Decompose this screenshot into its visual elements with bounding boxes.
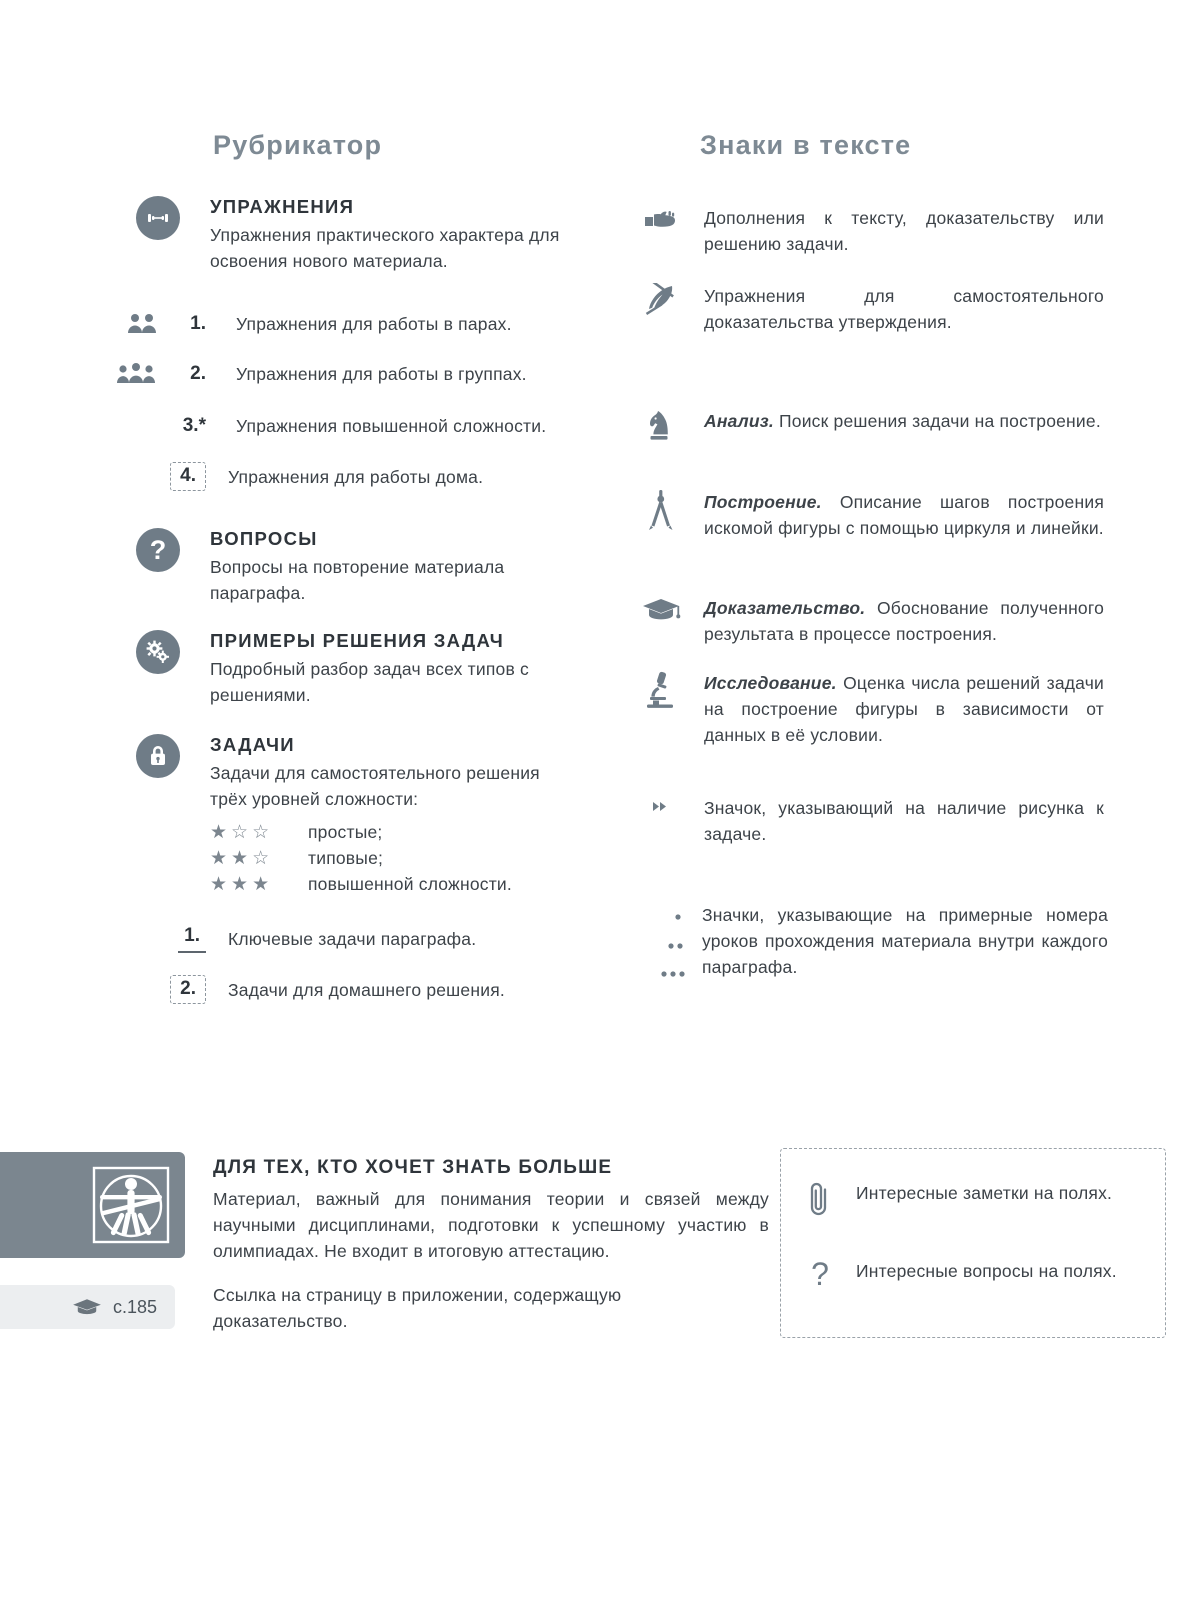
term-label: Построение. [704, 492, 822, 512]
dots-icon [630, 902, 686, 984]
item-heading: ВОПРОСЫ [210, 528, 318, 549]
reference-text: Ссылка на страницу в приложении, содержащую доказательство. [213, 1285, 622, 1331]
term-label: Доказательство. [704, 598, 866, 618]
item-marker: 2. [180, 978, 196, 999]
item-heading: ПРИМЕРЫ РЕШЕНИЯ ЗАДАЧ [210, 630, 505, 651]
rubricator-item-groups [112, 361, 562, 387]
item-text [704, 670, 1104, 748]
rubricator-item-key-tasks [112, 925, 562, 953]
reference-chip[interactable] [0, 1285, 175, 1329]
term-label: Анализ. [704, 411, 774, 431]
item-text [704, 408, 1104, 434]
quill-pen-icon [636, 283, 686, 317]
lock-icon [135, 734, 181, 778]
more-section-heading: ДЛЯ ТЕХ, КТО ХОЧЕТ ЗНАТЬ БОЛЬШЕ [213, 1157, 613, 1178]
signs-heading: Знаки в тексте [700, 130, 912, 160]
chess-knight-icon [636, 408, 686, 444]
compass-icon [636, 489, 686, 531]
rubricator-item-home-tasks [112, 975, 562, 1004]
item-heading: ЗАДАЧИ [210, 734, 295, 755]
rubricator-item-pairs [122, 311, 562, 337]
margin-notes-box [780, 1148, 1166, 1338]
item-text: Интересные вопросы на полях. [856, 1261, 1117, 1281]
item-text: Подробный разбор задач всех типов с решениями. [210, 659, 529, 705]
item-text: Упражнения практического характера для освоения нового материала. [210, 225, 560, 271]
pointing-hand-icon [636, 205, 686, 237]
item-marker: 4. [180, 465, 196, 486]
item-heading: УПРАЖНЕНИЯ [210, 196, 355, 217]
difficulty-level-row [210, 845, 565, 871]
sign-item-proof [636, 595, 1106, 647]
question-mark-icon: ? [135, 528, 181, 572]
item-marker: 2. [190, 363, 206, 384]
term-label: Исследование. [704, 673, 837, 693]
item-text: Дополнения к тексту, доказательству или решению задачи. [704, 208, 1104, 254]
rubricator-item-examples [135, 630, 565, 708]
term-description: Обоснование полученного результата в процессе построения. [704, 598, 1104, 644]
item-text: Ключевые задачи параграфа. [228, 929, 477, 949]
level-label: типовые; [308, 848, 384, 868]
difficulty-level-row [210, 819, 565, 845]
item-marker: 1. [184, 925, 200, 946]
stars-advanced: ★★★ [210, 873, 274, 895]
sign-item-additions [636, 205, 1106, 257]
paperclip-icon [806, 1180, 834, 1220]
sign-item-picture-marker [636, 795, 1106, 847]
vitruvian-man-icon [88, 1162, 174, 1248]
rubricator-item-questions [135, 528, 565, 606]
rubricator-heading: Рубрикатор [213, 130, 383, 160]
item-text: Интересные заметки на полях. [856, 1183, 1113, 1203]
term-description: Поиск решения задачи на построение. [778, 411, 1101, 431]
graduation-cap-icon [636, 595, 686, 623]
rubricator-item-homework [112, 462, 562, 491]
item-text: Вопросы на повторение материала параграфа. [210, 557, 505, 603]
reference-page-label: с.185 [112, 1296, 157, 1317]
difficulty-level-row [210, 871, 565, 897]
sign-item-research [636, 670, 1106, 748]
question-mark-outline-icon: ? [811, 1256, 829, 1292]
item-marker: 3. [182, 415, 199, 436]
sign-item-analysis [636, 408, 1106, 444]
sign-item-self-proof [636, 283, 1106, 335]
microscope-icon [636, 670, 686, 710]
margin-note-questions [806, 1258, 1146, 1290]
graduation-cap-icon [71, 1297, 103, 1317]
margin-note-notes [806, 1180, 1146, 1220]
more-section [213, 1157, 773, 1264]
item-text: Значки, указывающие на примерные номера уроков прохождения материала внутри каждого параграфа. [702, 905, 1108, 977]
dumbbell-icon [135, 196, 181, 240]
item-text: Упражнения для самостоятельного доказательства утверждения. [704, 286, 1104, 332]
stars-typical: ★★☆ [210, 847, 274, 869]
item-marker: 1. [190, 313, 206, 334]
item-text [704, 595, 1104, 647]
sign-item-lesson-dots [630, 902, 1110, 984]
gears-icon [135, 630, 181, 674]
term-description: Описание шагов построения искомой фигуры с помощью циркуля и линейки. [704, 492, 1104, 538]
double-triangle-icon [636, 795, 686, 815]
sign-item-construction [636, 489, 1106, 541]
item-text: Упражнения повышенной сложности. [236, 416, 547, 436]
more-section-text: Материал, важный для понимания теории и связей между научными дисциплинами, подготовки к успешному участию в олимпиадах. Не входит в итоговую аттестацию. [213, 1189, 769, 1261]
level-label: повышенной сложности. [308, 874, 512, 894]
three-persons-icon [112, 361, 162, 387]
two-persons-icon [122, 311, 162, 337]
item-text: Упражнения для работы дома. [228, 466, 484, 487]
item-text: Задачи для домашнего решения. [228, 979, 505, 1000]
item-marker-star: * [198, 415, 206, 436]
rubricator-item-tasks [135, 734, 565, 897]
rubricator-item-exercises [135, 196, 565, 274]
item-text [704, 489, 1104, 541]
item-text: Значок, указывающий на наличие рисунка к задаче. [704, 798, 1104, 844]
item-text: Упражнения для работы в группах. [236, 364, 527, 384]
item-text: Задачи для самостоятельного решения трёх уровней сложности: [210, 763, 540, 809]
rubricator-item-advanced [112, 413, 562, 439]
stars-simple: ★☆☆ [210, 821, 274, 843]
level-label: простые; [308, 822, 383, 842]
item-text: Упражнения для работы в парах. [236, 314, 512, 334]
term-description: Оценка числа решений задачи на построение фигуры в зависимости от данных в её условии. [704, 673, 1105, 745]
